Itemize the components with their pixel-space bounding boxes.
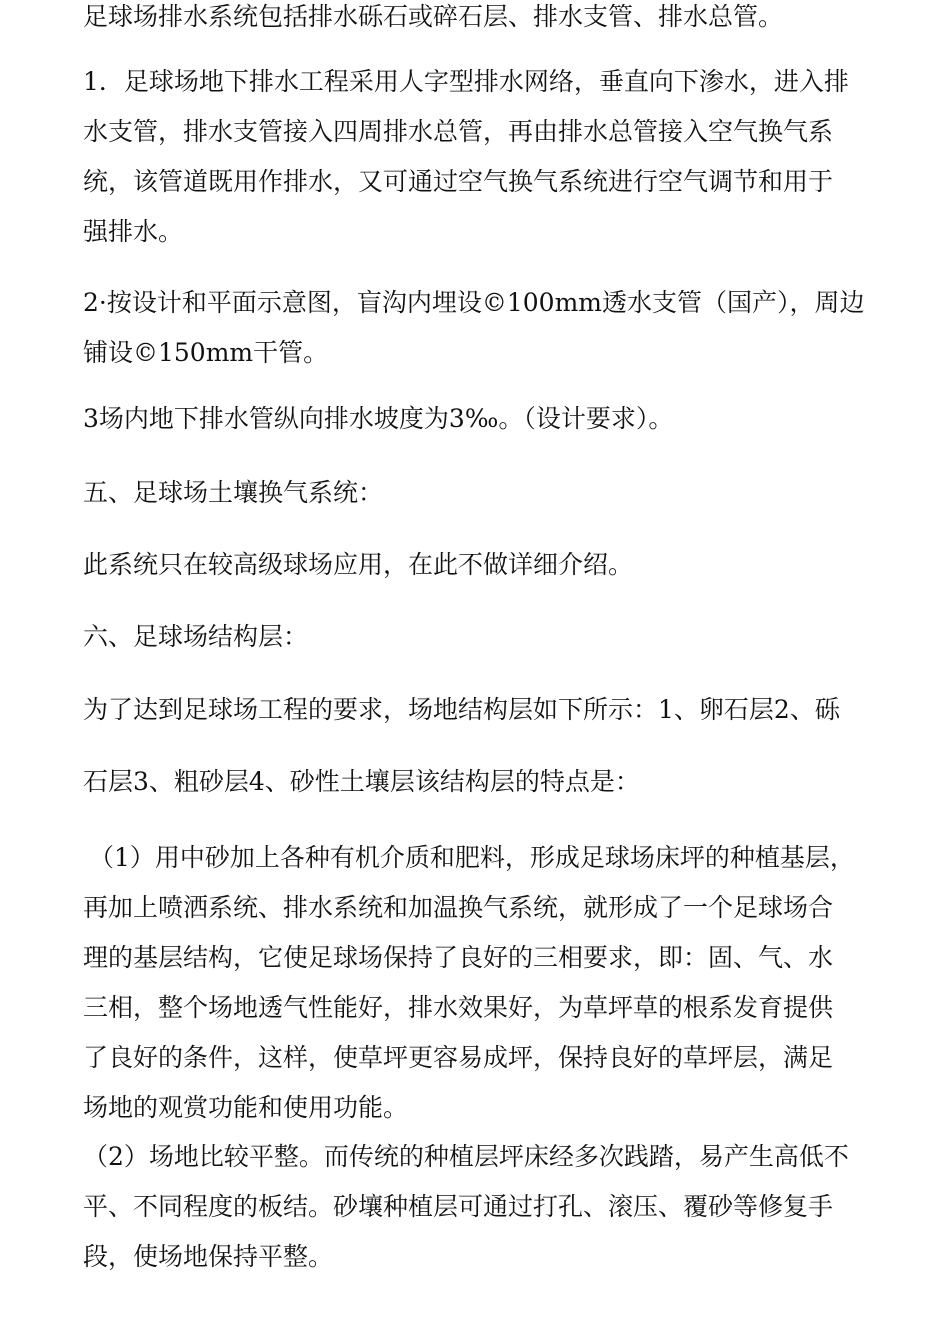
text-line: 石层3、粗砂层4、砂性土壤层该结构层的特点是： [83, 767, 640, 796]
text-line: 水支管，排水支管接入四周排水总管，再由排水总管接入空气换气系 [83, 117, 834, 146]
text-line: 1．足球场地下排水工程采用人字型排水网络，垂直向下渗水，进入排 [83, 67, 849, 96]
text-line: 理的基层结构，它使足球场保持了良好的三相要求，即：固、气、水 [83, 943, 834, 972]
text-line: 了良好的条件，这样，使草坪更容易成坪，保持良好的草坪层，满足 [83, 1043, 834, 1072]
text-line: 铺设©150mm干管。 [83, 338, 329, 367]
text-line: 3场内地下排水管纵向排水坡度为3‰。（设计要求）。 [83, 404, 674, 433]
text-line: （2）场地比较平整。而传统的种植层坪床经多次践踏，易产生高低不 [83, 1142, 849, 1171]
text-line: 三相，整个场地透气性能好，排水效果好，为草坪草的根系发育提供 [83, 993, 834, 1022]
text-line: 场地的观赏功能和使用功能。 [83, 1093, 409, 1122]
text-line: 此系统只在较高级球场应用，在此不做详细介绍。 [83, 550, 634, 579]
text-line: 足球场排水系统包括排水砾石或碎石层、排水支管、排水总管。 [83, 2, 784, 31]
text-line: 为了达到足球场工程的要求，场地结构层如下所示：1、卵石层2、砾 [83, 695, 840, 724]
text-line: 2·按设计和平面示意图，盲沟内埋设©100mm透水支管（国产），周边 [83, 288, 865, 317]
text-line: （1）用中砂加上各种有机介质和肥料，形成足球场床坪的种植基层， [89, 843, 855, 872]
paragraph-structure-intro [83, 685, 840, 735]
text-line: 五、足球场土壤换气系统： [83, 478, 384, 507]
paragraph-feature-1 [83, 833, 855, 1133]
heading-section-5 [83, 468, 383, 518]
text-line: 强排水。 [83, 217, 184, 246]
paragraph-drainage-intro [83, 0, 783, 42]
paragraph-feature-2 [83, 1132, 849, 1282]
text-line: 统，该管道既用作排水，又可通过空气换气系统进行空气调节和用于 [83, 167, 834, 196]
text-line: 再加上喷洒系统、排水系统和加温换气系统，就形成了一个足球场合 [83, 893, 834, 922]
paragraph-item-2 [83, 278, 864, 378]
paragraph-structure-layers [83, 757, 640, 807]
heading-section-6 [83, 612, 308, 662]
paragraph-item-3 [83, 394, 673, 444]
text-line: 六、足球场结构层： [83, 622, 309, 651]
paragraph-section-5-body [83, 540, 633, 590]
paragraph-item-1 [83, 57, 849, 257]
text-line: 段，使场地保持平整。 [83, 1242, 334, 1271]
text-line: 平、不同程度的板结。砂壤种植层可通过打孔、滚压、覆砂等修复手 [83, 1192, 834, 1221]
